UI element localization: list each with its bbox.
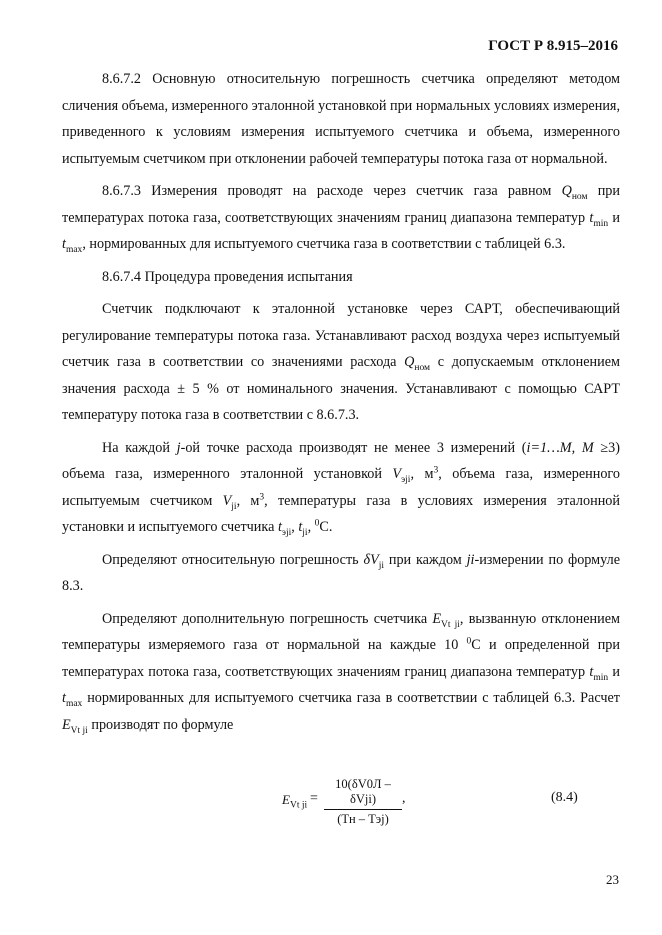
formula-lhs: $E_{Vt ji}$ — [282, 792, 308, 811]
paragraph-measurements: На каждой j-ой точке расхода производят не менее 3 измерений (i=1…M, M ≥3) объема газа, измеренного эталонной установкой $V_{эji}$, $м^3$, объема газа, измеренного испытуемым счетчиком $V_{ji}$, $м^3$, температуры газа в условиях измерения эталонной установки и испытуемого счетчика $t_{эji}$, $t_{ji}$, $^0$С. — [62, 439, 620, 538]
formula-denominator: (Tн – Tэj) — [337, 812, 389, 826]
formula-number: (8.4) — [551, 790, 578, 805]
paragraph-connect-meter: Счетчик подключают к эталонной установке через САРТ, обеспечивающий регулирование температуры потока газа. Устанавливают расход воздуха через испытуемый счетчик газа в соответствии со значениями расхода $Q_{ном}$ с допускаемым отклонением значения расхода ± 5 % от номинального значения. Устанавливают с помощью САРТ температуру потока газа в соответствии с 8.6.7.3. — [62, 301, 620, 423]
page-number: 23 — [606, 872, 619, 887]
paragraph-additional-error: Определяют дополнительную погрешность счетчика $E_{Vt ji}$, вызванную отклонением температуры измеряемого газа от нормальной на каждые 10 $^0$С и определенной при температурах потока газа, соответствующих значениям границ диапазона температур $t_{min}$ и $t_{max}$ нормированных для испытуемого счетчика газа в соответствии с таблицей 6.3. Расчет $E_{Vt ji}$ производят по формуле — [62, 610, 620, 736]
document-header: ГОСТ Р 8.915–2016 — [488, 38, 618, 54]
formula-numerator: 10(δV0Л – δVji) — [324, 777, 402, 810]
paragraph-relative-error: Определяют относительную погрешность $\delta V_{ji}$ при каждом ji-измерении по формуле 8.3. — [62, 551, 620, 594]
document-body — [62, 66, 620, 739]
paragraph-8-6-7-3: 8.6.7.3 Измерения проводят на расходе через счетчик газа равном $Q_{ном}$ при температурах потока газа, соответствующих значениям границ диапазона температур $t_{min}$ и $t_{max}$, нормированных для испытуемого счетчика газа в соответствии с таблицей 6.3. — [62, 183, 620, 255]
paragraph-8-6-7-2: 8.6.7.2 Основную относительную погрешность счетчика определяют методом сличения объема, измеренного эталонной установкой при нормальных условиях измерения, приведенного к условиям измерения испытуемого счетчика и объема, измеренного испытуемым счетчиком при отклонении рабочей температуры потока газа от нормальной. — [62, 71, 620, 167]
formula-comma: , — [402, 791, 406, 806]
formula-equals: = — [310, 791, 318, 806]
paragraph-8-6-7-4-title: 8.6.7.4 Процедура проведения испытания — [102, 268, 353, 285]
formula-fraction — [324, 777, 402, 827]
formula-8-4 — [0, 775, 662, 825]
